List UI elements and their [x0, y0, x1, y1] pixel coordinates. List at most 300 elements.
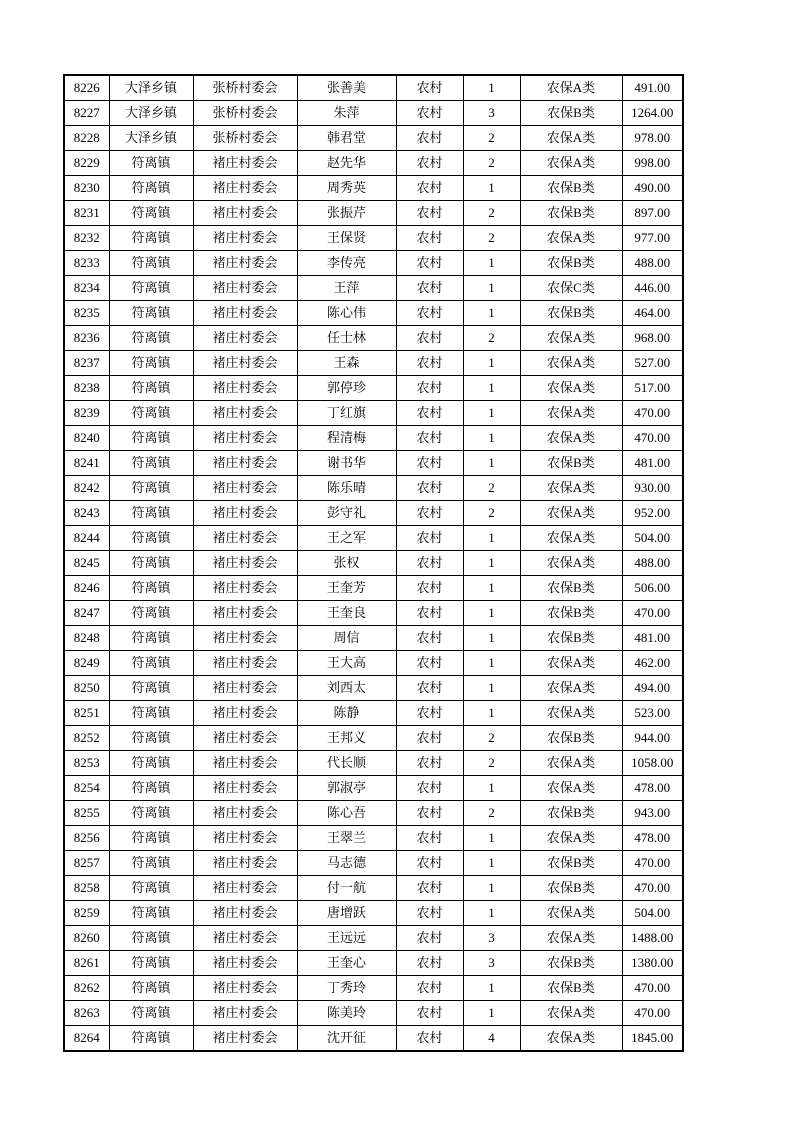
cell-insurance-category: 农保A类 [520, 676, 622, 701]
cell-amount: 944.00 [622, 726, 683, 751]
cell-sequence-number: 8231 [64, 201, 109, 226]
table-row [64, 101, 683, 126]
cell-insurance-category: 农保A类 [520, 151, 622, 176]
cell-sequence-number: 8227 [64, 101, 109, 126]
cell-person-count: 2 [463, 151, 520, 176]
cell-village-committee: 褚庄村委会 [193, 601, 297, 626]
cell-insurance-category: 农保A类 [520, 1001, 622, 1026]
cell-person-count: 1 [463, 301, 520, 326]
cell-household-type: 农村 [396, 901, 463, 926]
cell-person-count: 1 [463, 351, 520, 376]
cell-township: 符离镇 [109, 251, 193, 276]
cell-village-committee: 张桥村委会 [193, 75, 297, 101]
cell-person-count: 3 [463, 101, 520, 126]
cell-township: 符离镇 [109, 151, 193, 176]
cell-insurance-category: 农保B类 [520, 801, 622, 826]
table-row [64, 951, 683, 976]
cell-amount: 504.00 [622, 526, 683, 551]
cell-household-type: 农村 [396, 151, 463, 176]
cell-person-name: 丁红旗 [297, 401, 396, 426]
cell-township: 符离镇 [109, 601, 193, 626]
cell-sequence-number: 8249 [64, 651, 109, 676]
cell-village-committee: 褚庄村委会 [193, 501, 297, 526]
cell-household-type: 农村 [396, 926, 463, 951]
cell-sequence-number: 8228 [64, 126, 109, 151]
cell-person-count: 3 [463, 926, 520, 951]
cell-village-committee: 褚庄村委会 [193, 751, 297, 776]
cell-village-committee: 褚庄村委会 [193, 226, 297, 251]
cell-person-count: 1 [463, 576, 520, 601]
cell-person-name: 马志德 [297, 851, 396, 876]
cell-amount: 470.00 [622, 851, 683, 876]
table-row [64, 726, 683, 751]
cell-insurance-category: 农保B类 [520, 601, 622, 626]
table-row [64, 776, 683, 801]
cell-village-committee: 褚庄村委会 [193, 151, 297, 176]
cell-person-count: 3 [463, 951, 520, 976]
cell-insurance-category: 农保A类 [520, 826, 622, 851]
cell-sequence-number: 8250 [64, 676, 109, 701]
table-body [64, 75, 683, 1051]
cell-amount: 952.00 [622, 501, 683, 526]
cell-village-committee: 褚庄村委会 [193, 201, 297, 226]
cell-sequence-number: 8263 [64, 1001, 109, 1026]
cell-township: 符离镇 [109, 326, 193, 351]
cell-sequence-number: 8252 [64, 726, 109, 751]
cell-township: 符离镇 [109, 851, 193, 876]
cell-insurance-category: 农保A类 [520, 501, 622, 526]
cell-person-name: 王奎芳 [297, 576, 396, 601]
cell-amount: 1264.00 [622, 101, 683, 126]
cell-amount: 1845.00 [622, 1026, 683, 1052]
cell-household-type: 农村 [396, 676, 463, 701]
cell-person-name: 程清梅 [297, 426, 396, 451]
cell-insurance-category: 农保A类 [520, 401, 622, 426]
table-row [64, 401, 683, 426]
cell-township: 符离镇 [109, 426, 193, 451]
table-row [64, 676, 683, 701]
cell-insurance-category: 农保B类 [520, 851, 622, 876]
cell-amount: 488.00 [622, 251, 683, 276]
cell-amount: 978.00 [622, 126, 683, 151]
cell-insurance-category: 农保A类 [520, 651, 622, 676]
cell-person-name: 王森 [297, 351, 396, 376]
cell-household-type: 农村 [396, 126, 463, 151]
cell-person-count: 1 [463, 676, 520, 701]
cell-amount: 470.00 [622, 1001, 683, 1026]
table-row [64, 626, 683, 651]
cell-insurance-category: 农保A类 [520, 326, 622, 351]
cell-township: 符离镇 [109, 476, 193, 501]
cell-household-type: 农村 [396, 451, 463, 476]
cell-sequence-number: 8261 [64, 951, 109, 976]
table-row [64, 351, 683, 376]
table-row [64, 601, 683, 626]
cell-township: 符离镇 [109, 626, 193, 651]
cell-village-committee: 张桥村委会 [193, 126, 297, 151]
cell-amount: 478.00 [622, 776, 683, 801]
cell-village-committee: 褚庄村委会 [193, 576, 297, 601]
cell-sequence-number: 8229 [64, 151, 109, 176]
cell-person-name: 王萍 [297, 276, 396, 301]
cell-village-committee: 褚庄村委会 [193, 676, 297, 701]
cell-insurance-category: 农保B类 [520, 976, 622, 1001]
cell-household-type: 农村 [396, 526, 463, 551]
cell-insurance-category: 农保A类 [520, 1026, 622, 1052]
cell-person-count: 1 [463, 1001, 520, 1026]
cell-amount: 470.00 [622, 976, 683, 1001]
cell-insurance-category: 农保B类 [520, 626, 622, 651]
cell-amount: 527.00 [622, 351, 683, 376]
table-row [64, 1001, 683, 1026]
cell-insurance-category: 农保A类 [520, 126, 622, 151]
cell-amount: 494.00 [622, 676, 683, 701]
cell-township: 符离镇 [109, 676, 193, 701]
cell-person-count: 1 [463, 826, 520, 851]
cell-amount: 481.00 [622, 451, 683, 476]
table-row [64, 276, 683, 301]
cell-township: 符离镇 [109, 451, 193, 476]
cell-village-committee: 褚庄村委会 [193, 176, 297, 201]
cell-township: 符离镇 [109, 551, 193, 576]
cell-person-name: 赵先华 [297, 151, 396, 176]
cell-village-committee: 褚庄村委会 [193, 1001, 297, 1026]
cell-household-type: 农村 [396, 976, 463, 1001]
table-row [64, 751, 683, 776]
table-row [64, 926, 683, 951]
cell-household-type: 农村 [396, 476, 463, 501]
cell-person-count: 1 [463, 176, 520, 201]
cell-insurance-category: 农保B类 [520, 726, 622, 751]
table-row [64, 526, 683, 551]
cell-village-committee: 褚庄村委会 [193, 701, 297, 726]
cell-insurance-category: 农保B类 [520, 101, 622, 126]
cell-village-committee: 褚庄村委会 [193, 951, 297, 976]
cell-person-count: 1 [463, 426, 520, 451]
cell-person-name: 张振芹 [297, 201, 396, 226]
cell-amount: 504.00 [622, 901, 683, 926]
cell-township: 符离镇 [109, 826, 193, 851]
cell-person-count: 2 [463, 501, 520, 526]
cell-amount: 977.00 [622, 226, 683, 251]
cell-sequence-number: 8253 [64, 751, 109, 776]
cell-township: 符离镇 [109, 376, 193, 401]
cell-person-count: 1 [463, 851, 520, 876]
cell-sequence-number: 8243 [64, 501, 109, 526]
cell-sequence-number: 8254 [64, 776, 109, 801]
cell-person-count: 2 [463, 801, 520, 826]
cell-insurance-category: 农保A类 [520, 901, 622, 926]
cell-person-name: 张善美 [297, 75, 396, 101]
cell-sequence-number: 8262 [64, 976, 109, 1001]
cell-household-type: 农村 [396, 426, 463, 451]
table-row [64, 476, 683, 501]
cell-village-committee: 褚庄村委会 [193, 276, 297, 301]
cell-amount: 446.00 [622, 276, 683, 301]
cell-amount: 998.00 [622, 151, 683, 176]
table-row [64, 826, 683, 851]
cell-household-type: 农村 [396, 401, 463, 426]
cell-sequence-number: 8245 [64, 551, 109, 576]
cell-village-committee: 褚庄村委会 [193, 726, 297, 751]
cell-insurance-category: 农保B类 [520, 251, 622, 276]
cell-household-type: 农村 [396, 601, 463, 626]
cell-village-committee: 褚庄村委会 [193, 826, 297, 851]
cell-sequence-number: 8233 [64, 251, 109, 276]
cell-village-committee: 褚庄村委会 [193, 426, 297, 451]
table-row [64, 201, 683, 226]
cell-village-committee: 褚庄村委会 [193, 976, 297, 1001]
cell-township: 符离镇 [109, 351, 193, 376]
cell-person-count: 2 [463, 726, 520, 751]
cell-person-name: 周信 [297, 626, 396, 651]
cell-sequence-number: 8241 [64, 451, 109, 476]
cell-sequence-number: 8260 [64, 926, 109, 951]
cell-township: 符离镇 [109, 176, 193, 201]
table-row [64, 651, 683, 676]
cell-village-committee: 褚庄村委会 [193, 876, 297, 901]
cell-person-name: 彭守礼 [297, 501, 396, 526]
cell-person-name: 张权 [297, 551, 396, 576]
cell-village-committee: 张桥村委会 [193, 101, 297, 126]
cell-insurance-category: 农保A类 [520, 226, 622, 251]
cell-household-type: 农村 [396, 351, 463, 376]
cell-township: 符离镇 [109, 651, 193, 676]
cell-insurance-category: 农保A类 [520, 776, 622, 801]
cell-village-committee: 褚庄村委会 [193, 376, 297, 401]
cell-household-type: 农村 [396, 326, 463, 351]
cell-person-name: 唐增跃 [297, 901, 396, 926]
cell-person-count: 1 [463, 276, 520, 301]
cell-township: 符离镇 [109, 776, 193, 801]
cell-household-type: 农村 [396, 701, 463, 726]
cell-sequence-number: 8264 [64, 1026, 109, 1052]
cell-township: 符离镇 [109, 1001, 193, 1026]
cell-village-committee: 褚庄村委会 [193, 326, 297, 351]
table-row [64, 376, 683, 401]
cell-sequence-number: 8259 [64, 901, 109, 926]
cell-insurance-category: 农保A类 [520, 751, 622, 776]
cell-sequence-number: 8235 [64, 301, 109, 326]
table-row [64, 501, 683, 526]
cell-household-type: 农村 [396, 301, 463, 326]
cell-township: 大泽乡镇 [109, 101, 193, 126]
cell-person-count: 1 [463, 626, 520, 651]
cell-household-type: 农村 [396, 201, 463, 226]
table-row [64, 1026, 683, 1052]
cell-township: 符离镇 [109, 276, 193, 301]
cell-insurance-category: 农保A类 [520, 75, 622, 101]
cell-person-name: 郭停珍 [297, 376, 396, 401]
cell-person-count: 2 [463, 201, 520, 226]
cell-person-count: 4 [463, 1026, 520, 1052]
cell-insurance-category: 农保B类 [520, 951, 622, 976]
cell-village-committee: 褚庄村委会 [193, 301, 297, 326]
cell-insurance-category: 农保B类 [520, 176, 622, 201]
cell-person-name: 沈开征 [297, 1026, 396, 1052]
cell-township: 符离镇 [109, 201, 193, 226]
cell-sequence-number: 8257 [64, 851, 109, 876]
cell-person-count: 1 [463, 376, 520, 401]
cell-person-count: 2 [463, 751, 520, 776]
cell-township: 符离镇 [109, 526, 193, 551]
table-row [64, 701, 683, 726]
cell-person-name: 王保贤 [297, 226, 396, 251]
cell-amount: 517.00 [622, 376, 683, 401]
table-row [64, 326, 683, 351]
cell-sequence-number: 8246 [64, 576, 109, 601]
table-row [64, 451, 683, 476]
cell-village-committee: 褚庄村委会 [193, 901, 297, 926]
cell-village-committee: 褚庄村委会 [193, 801, 297, 826]
table-row [64, 226, 683, 251]
cell-amount: 943.00 [622, 801, 683, 826]
cell-household-type: 农村 [396, 751, 463, 776]
cell-household-type: 农村 [396, 726, 463, 751]
cell-township: 符离镇 [109, 926, 193, 951]
cell-insurance-category: 农保C类 [520, 276, 622, 301]
table-row [64, 801, 683, 826]
cell-household-type: 农村 [396, 651, 463, 676]
cell-household-type: 农村 [396, 176, 463, 201]
cell-person-name: 陈心吾 [297, 801, 396, 826]
cell-amount: 1488.00 [622, 926, 683, 951]
benefits-table [63, 74, 684, 1052]
cell-village-committee: 褚庄村委会 [193, 1026, 297, 1052]
cell-amount: 470.00 [622, 401, 683, 426]
cell-insurance-category: 农保A类 [520, 526, 622, 551]
table-row [64, 301, 683, 326]
cell-village-committee: 褚庄村委会 [193, 651, 297, 676]
cell-sequence-number: 8236 [64, 326, 109, 351]
cell-sequence-number: 8234 [64, 276, 109, 301]
cell-person-count: 1 [463, 401, 520, 426]
cell-person-name: 陈静 [297, 701, 396, 726]
cell-amount: 478.00 [622, 826, 683, 851]
cell-household-type: 农村 [396, 226, 463, 251]
table-row [64, 126, 683, 151]
cell-township: 符离镇 [109, 501, 193, 526]
cell-insurance-category: 农保A类 [520, 376, 622, 401]
cell-amount: 464.00 [622, 301, 683, 326]
cell-sequence-number: 8232 [64, 226, 109, 251]
cell-township: 符离镇 [109, 801, 193, 826]
cell-amount: 491.00 [622, 75, 683, 101]
cell-insurance-category: 农保A类 [520, 476, 622, 501]
cell-amount: 462.00 [622, 651, 683, 676]
cell-insurance-category: 农保A类 [520, 701, 622, 726]
cell-township: 符离镇 [109, 226, 193, 251]
cell-insurance-category: 农保A类 [520, 551, 622, 576]
table-row [64, 901, 683, 926]
cell-person-count: 1 [463, 776, 520, 801]
cell-person-count: 1 [463, 701, 520, 726]
table-row [64, 551, 683, 576]
cell-household-type: 农村 [396, 1026, 463, 1052]
table-row [64, 976, 683, 1001]
cell-insurance-category: 农保A类 [520, 351, 622, 376]
cell-amount: 523.00 [622, 701, 683, 726]
cell-person-count: 2 [463, 226, 520, 251]
cell-household-type: 农村 [396, 376, 463, 401]
cell-household-type: 农村 [396, 1001, 463, 1026]
cell-person-name: 代长顺 [297, 751, 396, 776]
cell-village-committee: 褚庄村委会 [193, 251, 297, 276]
cell-township: 符离镇 [109, 701, 193, 726]
cell-person-name: 付一航 [297, 876, 396, 901]
cell-sequence-number: 8256 [64, 826, 109, 851]
cell-person-count: 1 [463, 551, 520, 576]
cell-insurance-category: 农保B类 [520, 201, 622, 226]
cell-household-type: 农村 [396, 101, 463, 126]
cell-person-name: 刘西太 [297, 676, 396, 701]
cell-sequence-number: 8237 [64, 351, 109, 376]
cell-village-committee: 褚庄村委会 [193, 526, 297, 551]
cell-household-type: 农村 [396, 501, 463, 526]
cell-village-committee: 褚庄村委会 [193, 776, 297, 801]
cell-amount: 470.00 [622, 426, 683, 451]
cell-person-name: 王奎心 [297, 951, 396, 976]
cell-amount: 897.00 [622, 201, 683, 226]
cell-insurance-category: 农保B类 [520, 576, 622, 601]
cell-village-committee: 褚庄村委会 [193, 401, 297, 426]
cell-village-committee: 褚庄村委会 [193, 926, 297, 951]
table-row [64, 876, 683, 901]
cell-insurance-category: 农保B类 [520, 451, 622, 476]
cell-sequence-number: 8238 [64, 376, 109, 401]
cell-household-type: 农村 [396, 276, 463, 301]
cell-township: 大泽乡镇 [109, 75, 193, 101]
cell-village-committee: 褚庄村委会 [193, 551, 297, 576]
cell-amount: 1380.00 [622, 951, 683, 976]
cell-household-type: 农村 [396, 75, 463, 101]
cell-sequence-number: 8240 [64, 426, 109, 451]
cell-person-count: 1 [463, 651, 520, 676]
cell-sequence-number: 8255 [64, 801, 109, 826]
table-row [64, 151, 683, 176]
cell-sequence-number: 8226 [64, 75, 109, 101]
cell-person-name: 王奎良 [297, 601, 396, 626]
cell-person-count: 1 [463, 75, 520, 101]
cell-person-name: 王翠兰 [297, 826, 396, 851]
cell-sequence-number: 8258 [64, 876, 109, 901]
cell-amount: 968.00 [622, 326, 683, 351]
cell-township: 符离镇 [109, 401, 193, 426]
table-row [64, 426, 683, 451]
cell-person-count: 1 [463, 251, 520, 276]
cell-person-name: 丁秀玲 [297, 976, 396, 1001]
cell-person-name: 谢书华 [297, 451, 396, 476]
cell-person-name: 陈美玲 [297, 1001, 396, 1026]
cell-township: 符离镇 [109, 576, 193, 601]
cell-person-count: 2 [463, 126, 520, 151]
cell-sequence-number: 8244 [64, 526, 109, 551]
cell-sequence-number: 8248 [64, 626, 109, 651]
cell-sequence-number: 8239 [64, 401, 109, 426]
table-row [64, 75, 683, 101]
cell-person-name: 王大高 [297, 651, 396, 676]
cell-person-name: 李传亮 [297, 251, 396, 276]
cell-person-count: 1 [463, 451, 520, 476]
cell-household-type: 农村 [396, 801, 463, 826]
cell-household-type: 农村 [396, 251, 463, 276]
cell-household-type: 农村 [396, 551, 463, 576]
cell-township: 符离镇 [109, 951, 193, 976]
cell-person-name: 韩君堂 [297, 126, 396, 151]
cell-village-committee: 褚庄村委会 [193, 476, 297, 501]
cell-household-type: 农村 [396, 876, 463, 901]
cell-person-name: 王之军 [297, 526, 396, 551]
